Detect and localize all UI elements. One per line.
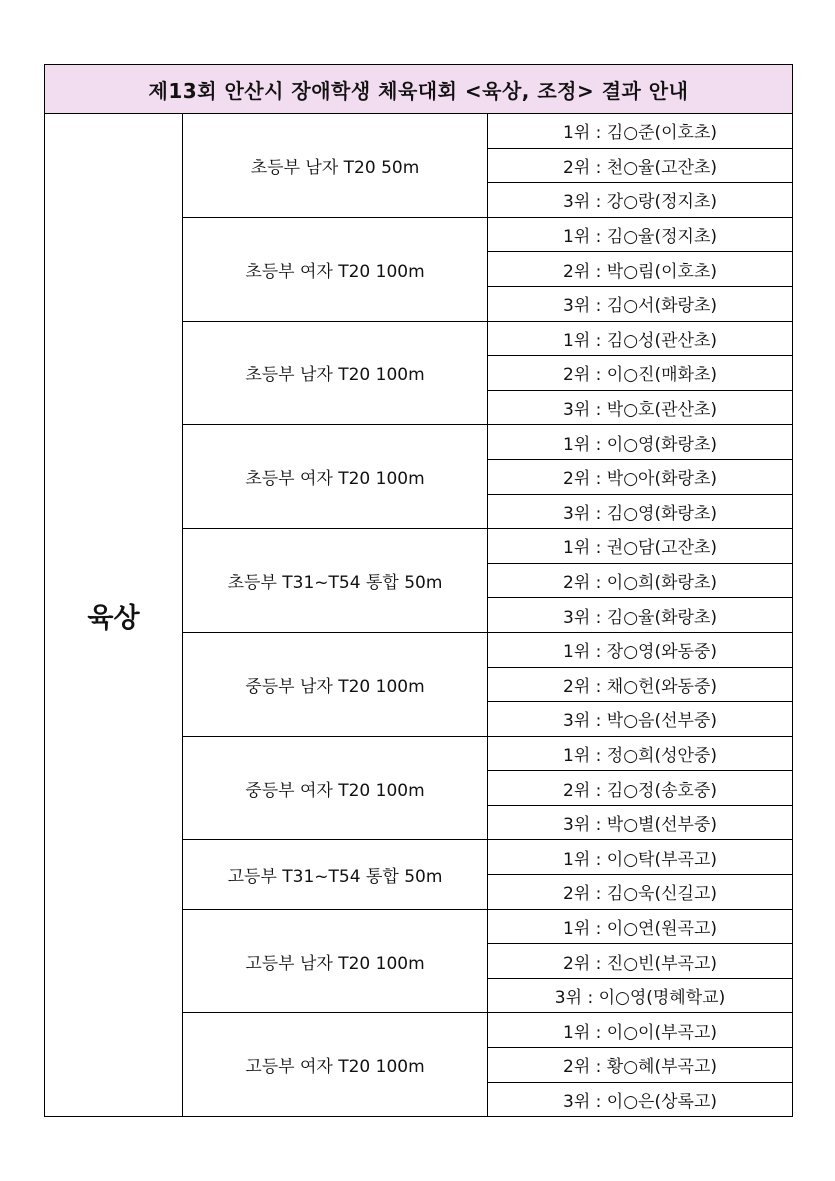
result-cell: 1위 : 김○준(이호초) bbox=[488, 114, 793, 149]
result-cell: 3위 : 박○호(관산초) bbox=[488, 390, 793, 425]
result-cell: 3위 : 이○영(명혜학교) bbox=[488, 978, 793, 1013]
result-cell: 2위 : 채○헌(와동중) bbox=[488, 667, 793, 702]
event-name-cell: 중등부 남자 T20 100m bbox=[183, 632, 488, 736]
event-name-cell: 초등부 T31~T54 통합 50m bbox=[183, 529, 488, 633]
result-cell: 2위 : 진○빈(부곡고) bbox=[488, 944, 793, 979]
result-cell: 2위 : 김○정(송호중) bbox=[488, 771, 793, 806]
event-name-cell: 초등부 남자 T20 50m bbox=[183, 114, 488, 218]
event-name-cell: 고등부 T31~T54 통합 50m bbox=[183, 840, 488, 909]
result-cell: 2위 : 황○혜(부곡고) bbox=[488, 1048, 793, 1083]
results-table bbox=[44, 64, 793, 1117]
result-cell: 3위 : 박○음(선부중) bbox=[488, 702, 793, 737]
table-row bbox=[45, 114, 793, 149]
event-name-cell: 고등부 여자 T20 100m bbox=[183, 1013, 488, 1117]
result-cell: 3위 : 박○별(선부중) bbox=[488, 805, 793, 840]
result-cell: 2위 : 박○아(화랑초) bbox=[488, 459, 793, 494]
result-cell: 2위 : 박○림(이호초) bbox=[488, 252, 793, 287]
event-name-cell: 초등부 여자 T20 100m bbox=[183, 425, 488, 529]
result-cell: 3위 : 이○은(상록고) bbox=[488, 1082, 793, 1117]
result-cell: 1위 : 정○희(성안중) bbox=[488, 736, 793, 771]
sport-category-cell: 육상 bbox=[45, 114, 183, 1117]
result-cell: 3위 : 김○영(화랑초) bbox=[488, 494, 793, 529]
result-cell: 3위 : 김○서(화랑초) bbox=[488, 286, 793, 321]
event-name-cell: 중등부 여자 T20 100m bbox=[183, 736, 488, 840]
result-cell: 2위 : 이○진(매화초) bbox=[488, 356, 793, 391]
result-cell: 1위 : 권○담(고잔초) bbox=[488, 529, 793, 564]
result-cell: 1위 : 이○연(원곡고) bbox=[488, 909, 793, 944]
result-cell: 1위 : 장○영(와동중) bbox=[488, 632, 793, 667]
result-cell: 2위 : 김○욱(신길고) bbox=[488, 875, 793, 910]
page-title: 제13회 안산시 장애학생 체육대회 <육상, 조정> 결과 안내 bbox=[45, 65, 793, 114]
result-cell: 1위 : 김○율(정지초) bbox=[488, 217, 793, 252]
result-cell: 1위 : 이○탁(부곡고) bbox=[488, 840, 793, 875]
result-cell: 1위 : 이○이(부곡고) bbox=[488, 1013, 793, 1048]
title-row bbox=[45, 65, 793, 114]
result-cell: 2위 : 천○율(고잔초) bbox=[488, 148, 793, 183]
result-cell: 3위 : 김○율(화랑초) bbox=[488, 598, 793, 633]
event-name-cell: 고등부 남자 T20 100m bbox=[183, 909, 488, 1013]
result-cell: 2위 : 이○희(화랑초) bbox=[488, 563, 793, 598]
result-cell: 1위 : 이○영(화랑초) bbox=[488, 425, 793, 460]
results-table-body bbox=[45, 65, 793, 1117]
event-name-cell: 초등부 여자 T20 100m bbox=[183, 217, 488, 321]
result-cell: 1위 : 김○성(관산초) bbox=[488, 321, 793, 356]
event-name-cell: 초등부 남자 T20 100m bbox=[183, 321, 488, 425]
result-cell: 3위 : 강○랑(정지초) bbox=[488, 183, 793, 218]
